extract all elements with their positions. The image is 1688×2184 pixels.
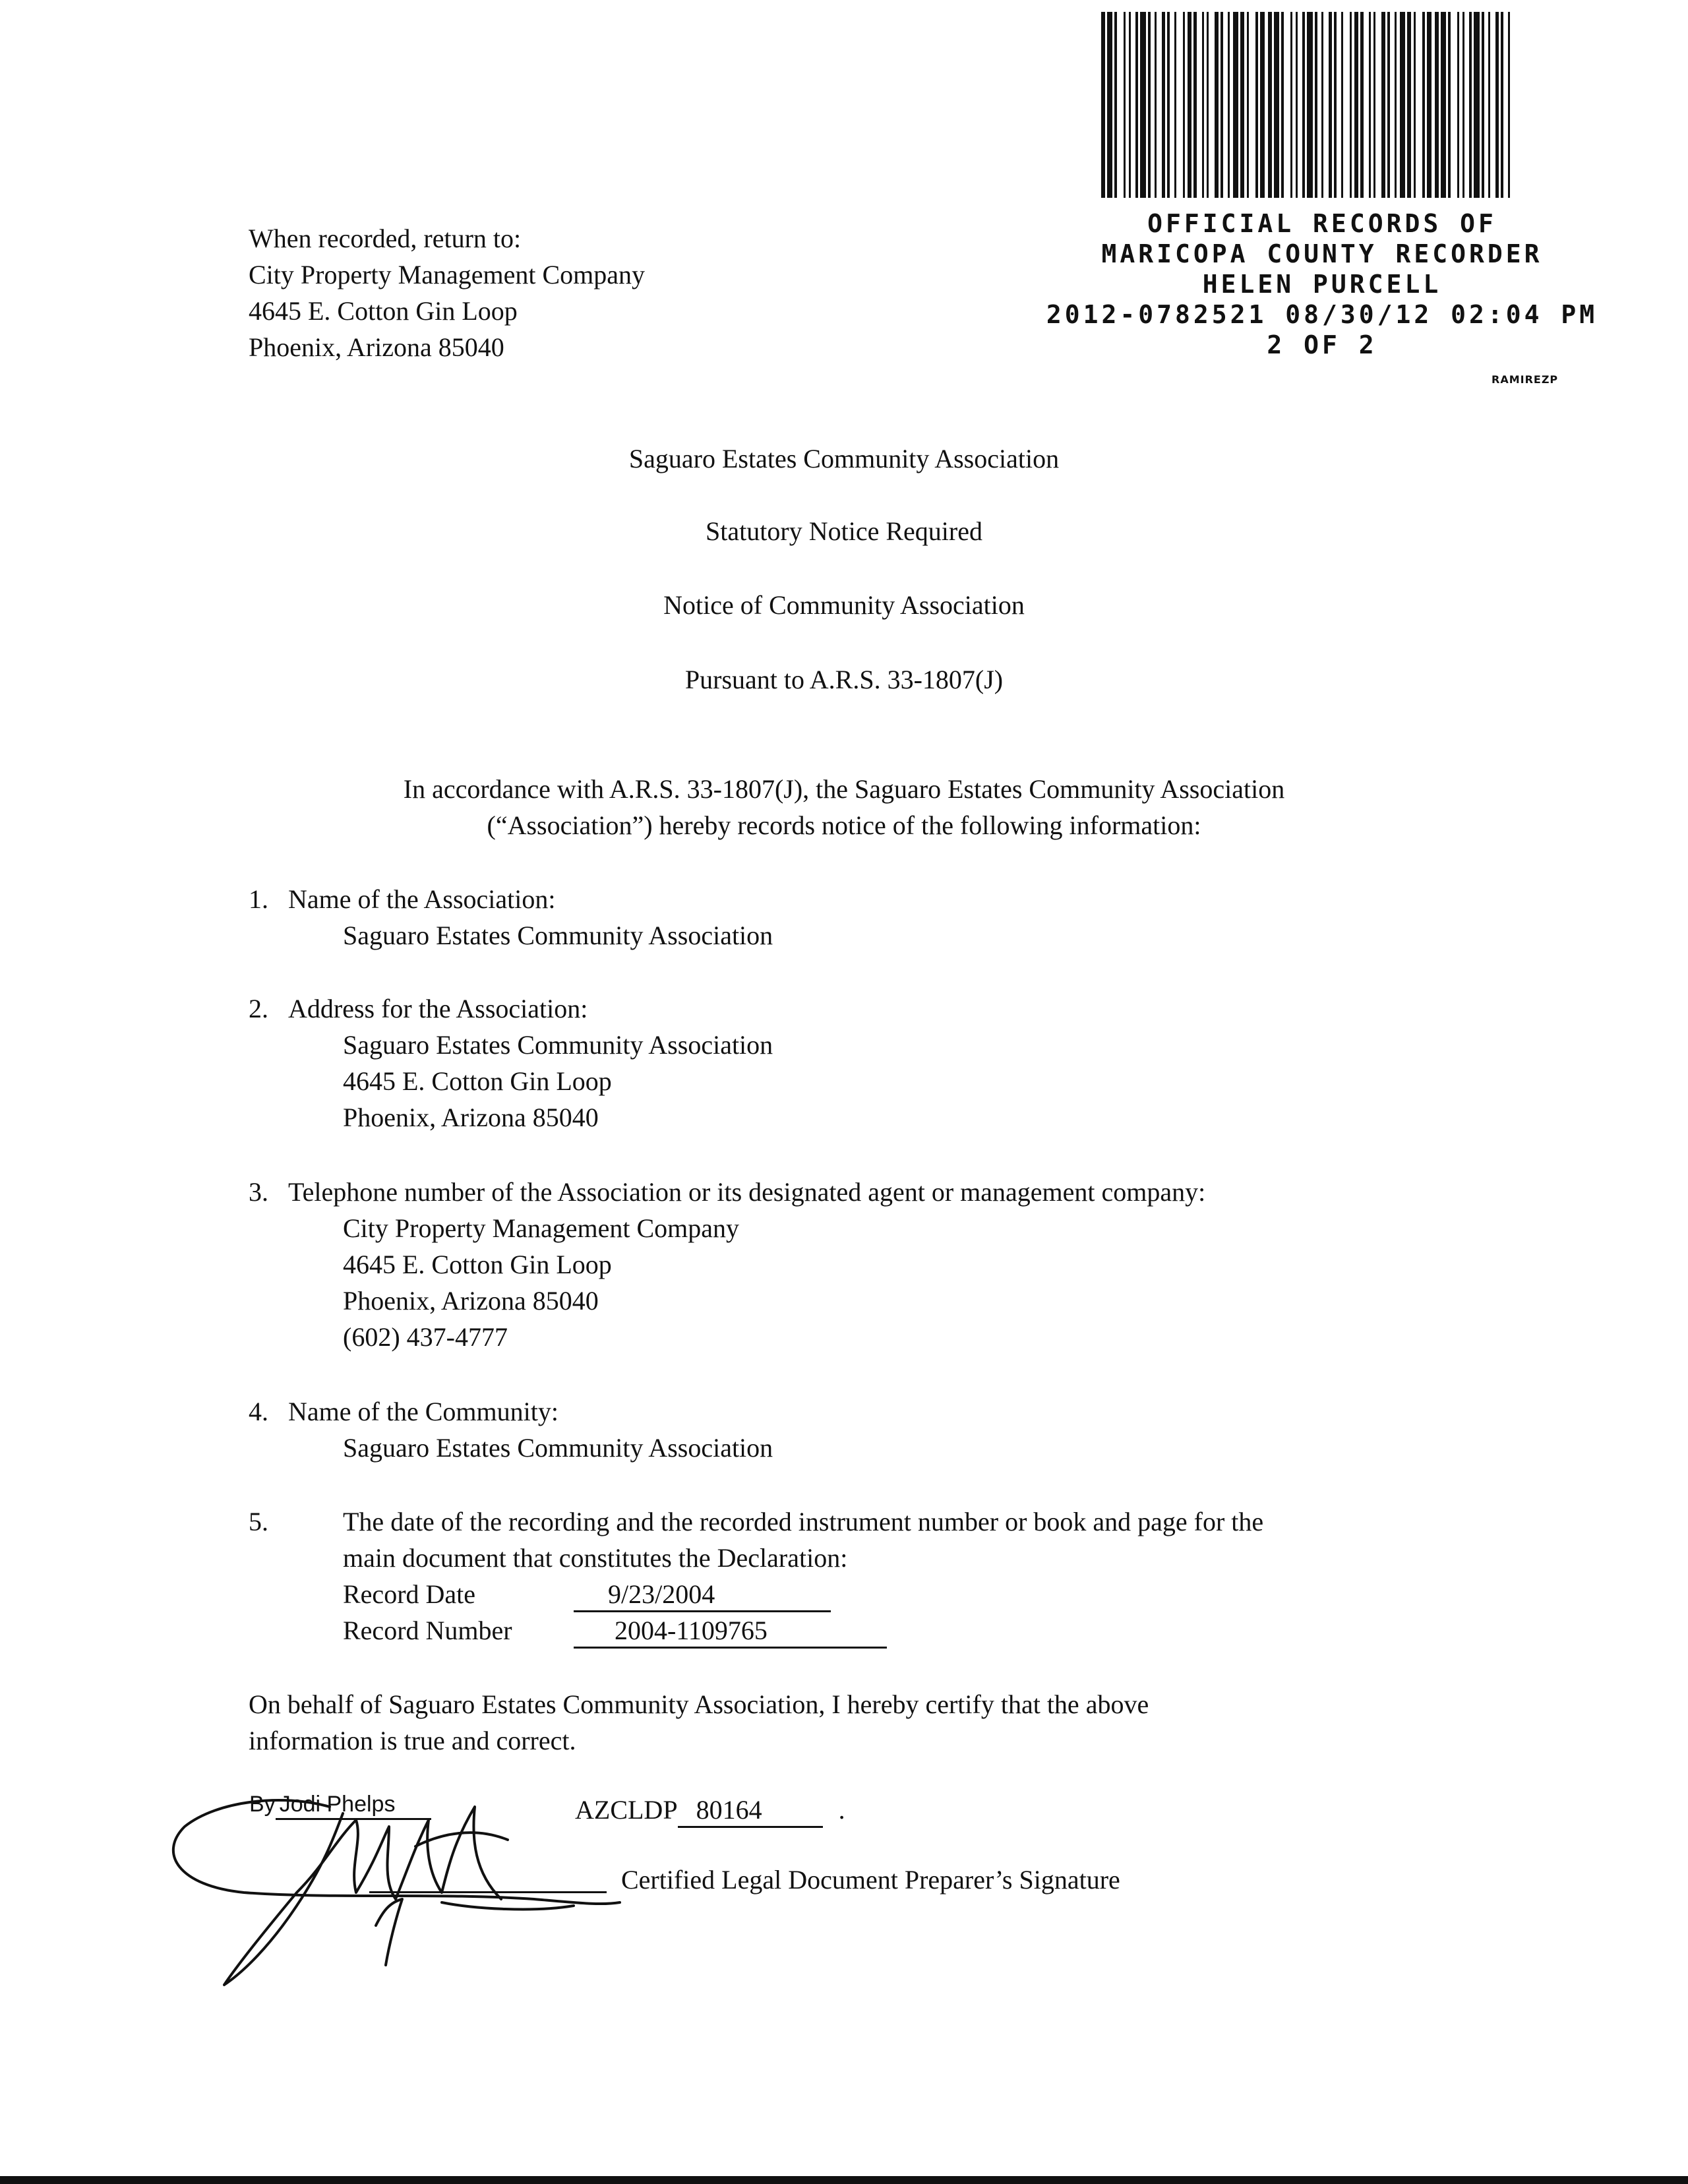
barcode-bar [1260,12,1265,198]
barcode-bar [1395,12,1397,198]
list-item-4 [249,1393,558,1430]
barcode-bar [1167,12,1170,198]
barcode-bar [1114,12,1117,198]
barcode-bar [1360,12,1364,198]
item-title: Name of the Association: [288,884,556,914]
license-trailing: . [838,1795,845,1825]
item-5-title-line-1: The date of the recording and the recorded instrument number or book and page for the [343,1507,1264,1536]
signature-signer-name: Jodi Phelps [276,1790,431,1820]
return-to-city: Phoenix, Arizona 85040 [249,332,504,362]
license-number: 80164 [678,1794,823,1828]
header-statutory: Statutory Notice Required [706,516,982,546]
stamp-line-1: OFFICIAL RECORDS OF [1147,209,1497,238]
barcode-bar [1135,12,1138,198]
item-number: 4. [249,1397,268,1426]
barcode-bar [1474,12,1480,198]
barcode-bar [1427,12,1432,198]
stamp-recording-number: 2012-0782521 08/30/12 02:04 PM [1046,300,1598,329]
item-3-line-2: 4645 E. Cotton Gin Loop [343,1250,612,1279]
header-notice: Notice of Community Association [663,590,1025,620]
item-1-line-1: Saguaro Estates Community Association [343,921,773,950]
intro-line-1: In accordance with A.R.S. 33-1807(J), the Saguaro Estates Community Association [403,774,1285,804]
item-5-title-line-2: main document that constitutes the Declaration: [343,1543,848,1573]
barcode-bar [1183,12,1185,198]
item-number: 1. [249,884,268,914]
record-number-label: Record Number [343,1616,512,1645]
barcode-bar [1321,12,1323,198]
barcode-bar [1482,12,1484,198]
license-prefix: AZCLDP [575,1795,678,1825]
barcode-bar [1107,12,1112,198]
barcode-bar [1441,12,1446,198]
record-date-label: Record Date [343,1579,476,1609]
item-title: Address for the Association: [288,994,588,1023]
return-to-name: City Property Management Company [249,260,646,289]
header-association: Saguaro Estates Community Association [628,444,1060,473]
barcode-bar [1202,12,1204,198]
barcode-bar [1334,12,1337,198]
barcode-bar [1373,12,1375,198]
barcode-bar [1387,12,1390,198]
barcode-bar [1155,12,1157,198]
record-date-value: 9/23/2004 [574,1579,831,1612]
barcode-bar [1414,12,1416,198]
stamp-line-3: HELEN PURCELL [1202,270,1442,299]
item-3-line-1: City Property Management Company [343,1213,740,1243]
signature-by-line [249,1788,431,1820]
barcode-bar [1307,12,1313,198]
barcode-bar [1193,12,1197,198]
record-number-value: 2004-1109765 [574,1615,887,1649]
record-date-row [343,1576,831,1612]
barcode-bar [1400,12,1405,198]
barcode-bar [1240,12,1244,198]
barcode-bar [1274,12,1279,198]
list-item-3 [249,1174,1205,1210]
barcode-bar [1462,12,1464,198]
list-item-2 [249,990,588,1027]
barcode-bar [1369,12,1371,198]
barcode-bar [1148,12,1151,198]
barcode-bar [1174,12,1176,198]
signature-rule [369,1891,607,1893]
certification-line-2: information is true and correct. [249,1726,576,1755]
barcode-bar [1315,12,1317,198]
item-3-phone: (602) 437-4777 [343,1322,508,1352]
item-3-line-3: Phoenix, Arizona 85040 [343,1286,599,1316]
license-line [575,1792,845,1828]
barcode-bar [1329,12,1332,198]
barcode-bar [1290,12,1292,198]
recorder-stamp [1035,208,1609,360]
item-4-line-1: Saguaro Estates Community Association [343,1433,773,1463]
barcode-bar [1140,12,1146,198]
barcode-bar [1488,12,1490,198]
barcode-bar [1457,12,1459,198]
return-to-street: 4645 E. Cotton Gin Loop [249,296,518,326]
barcode-bar [1381,12,1385,198]
barcode-bar [1228,12,1230,198]
barcode-bar [1221,12,1223,198]
barcode-bar [1302,12,1305,198]
barcode-bar [1268,12,1272,198]
barcode-bar [1422,12,1425,198]
barcode-bar [1129,12,1131,198]
barcode-bar [1162,12,1165,198]
return-to-block [249,220,645,365]
barcode-bar [1101,12,1105,198]
barcode-bar [1341,12,1343,198]
item-title: Telephone number of the Association or its designated agent or management company: [288,1177,1206,1207]
list-item-5-number: 5. [249,1507,268,1536]
barcode-bar [1350,12,1352,198]
page-bottom-edge [0,2176,1688,2184]
return-to-heading: When recorded, return to: [249,224,522,253]
intro-line-2: (“Association”) hereby records notice of the following information: [487,810,1201,840]
item-title: Name of the Community: [288,1397,558,1426]
item-2-line-1: Saguaro Estates Community Association [343,1030,773,1060]
signature-caption: Certified Legal Document Preparer’s Signature [621,1865,1120,1895]
item-number: 2. [249,994,268,1023]
barcode-bar [1233,12,1238,198]
header-pursuant: Pursuant to A.R.S. 33-1807(J) [684,665,1004,694]
certification-line-1: On behalf of Saguaro Estates Community Association, I hereby certify that the above [249,1689,1149,1719]
barcode-bar [1501,12,1503,198]
list-item-1 [249,881,555,917]
barcode-bar [1296,12,1298,198]
barcode-bar [1508,12,1510,198]
barcode-bar [1281,12,1284,198]
barcode-bar [1188,12,1191,198]
barcode-bar [1207,12,1209,198]
barcode-bar [1124,12,1126,198]
stamp-page-count: 2 OF 2 [1267,330,1377,359]
barcode-bar [1407,12,1411,198]
stamp-initials: RAMIREZP [1492,373,1559,386]
barcode-bar [1495,12,1499,198]
item-number: 3. [249,1177,268,1207]
item-2-line-2: 4645 E. Cotton Gin Loop [343,1066,612,1096]
barcode [1101,12,1517,198]
barcode-bar [1255,12,1258,198]
stamp-line-2: MARICOPA COUNTY RECORDER [1101,239,1543,268]
barcode-bar [1215,12,1219,198]
record-number-row [343,1612,887,1649]
barcode-bar [1435,12,1439,198]
signature-by-label: By [249,1792,276,1817]
barcode-bar [1247,12,1249,198]
barcode-bar [1354,12,1358,198]
barcode-bar [1469,12,1472,198]
barcode-bar [1448,12,1451,198]
item-2-line-3: Phoenix, Arizona 85040 [343,1103,599,1132]
